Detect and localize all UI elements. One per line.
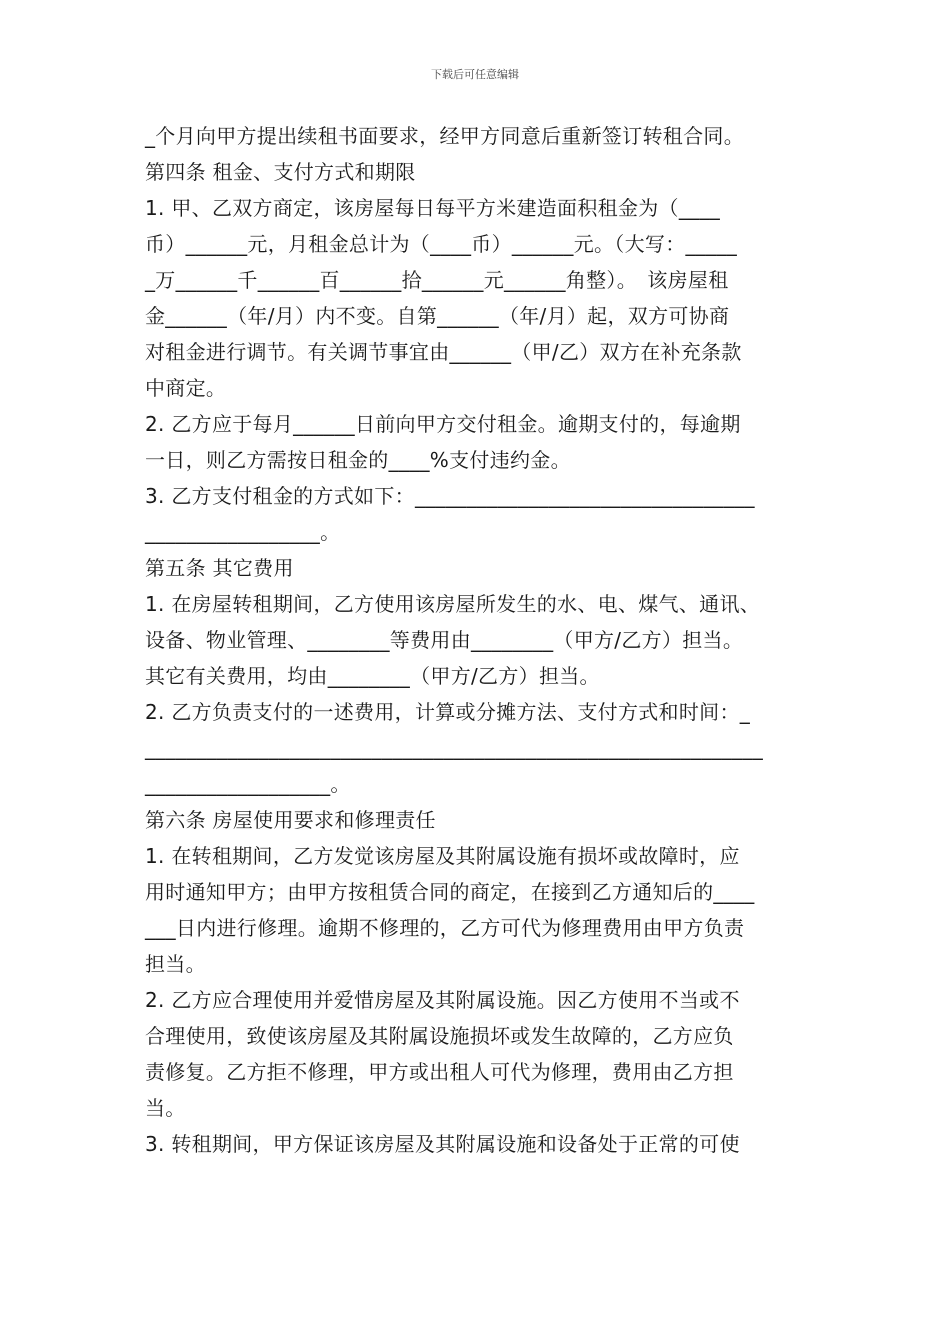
text-line: 币）______元，月租金总计为（____币）______元。（大写：_____ <box>145 232 737 256</box>
text-line: 对租金进行调节。有关调节事宜由______（甲/乙）双方在补充条款 <box>145 340 742 364</box>
text-line: 责修复。乙方拒不修理，甲方或出租人可代为修理，费用由乙方担 <box>145 1060 734 1084</box>
text-line: 2. 乙方应于每月______日前向甲方交付租金。逾期支付的，每逾期 <box>145 412 741 436</box>
text-line: 1. 在房屋转租期间，乙方使用该房屋所发生的水、电、煤气、通讯、 <box>145 592 761 616</box>
document-body <box>145 118 813 1162</box>
text-line: _万______千______百______拾______元______角整）。 该房屋租 <box>145 268 729 292</box>
text-line: 1. 在转租期间，乙方发觉该房屋及其附属设施有损坏或故障时，应 <box>145 844 740 868</box>
section-heading: 第五条 其它费用 <box>145 556 294 580</box>
page-header: 下载后可任意编辑 <box>431 68 519 81</box>
text-line: 1. 甲、乙双方商定，该房屋每日每平方米建造面积租金为（____ <box>145 196 721 220</box>
text-line: ___日内进行修理。逾期不修理的，乙方可代为修理费用由甲方负责 <box>145 916 745 940</box>
section-heading: 第四条 租金、支付方式和期限 <box>145 160 416 184</box>
text-line: __________________。 <box>145 772 351 796</box>
text-line: 3. 转租期间，甲方保证该房屋及其附属设施和设备处于正常的可使 <box>145 1132 740 1156</box>
text-line: 其它有关费用，均由________（甲方/乙方）担当。 <box>145 664 600 688</box>
text-line: ____________________________________________________________ <box>145 736 763 760</box>
text-line: 金______（年/月）内不变。自第______（年/月）起，双方可协商 <box>145 304 730 328</box>
text-line: 担当。 <box>145 952 206 976</box>
text-line: 中商定。 <box>145 376 227 400</box>
text-line: 一日，则乙方需按日租金的____%支付违约金。 <box>145 448 571 472</box>
text-line: 当。 <box>145 1096 186 1120</box>
text-line: 设备、物业管理、________等费用由________（甲方/乙方）担当。 <box>145 628 744 652</box>
text-line: 用时通知甲方；由甲方按租赁合同的商定，在接到乙方通知后的____ <box>145 880 755 904</box>
text-line: _________________。 <box>145 520 341 544</box>
text-line: 2. 乙方负责支付的一述费用，计算或分摊方法、支付方式和时间：_ <box>145 700 751 724</box>
text-line: 2. 乙方应合理使用并爱惜房屋及其附属设施。因乙方使用不当或不 <box>145 988 740 1012</box>
text-line: 3. 乙方支付租金的方式如下：_________________________________ <box>145 484 755 508</box>
text-line: 合理使用，致使该房屋及其附属设施损坏或发生故障的，乙方应负 <box>145 1024 734 1048</box>
text-line: _个月向甲方提出续租书面要求，经甲方同意后重新签订转租合同。 <box>145 124 744 148</box>
section-heading: 第六条 房屋使用要求和修理责任 <box>145 808 436 832</box>
